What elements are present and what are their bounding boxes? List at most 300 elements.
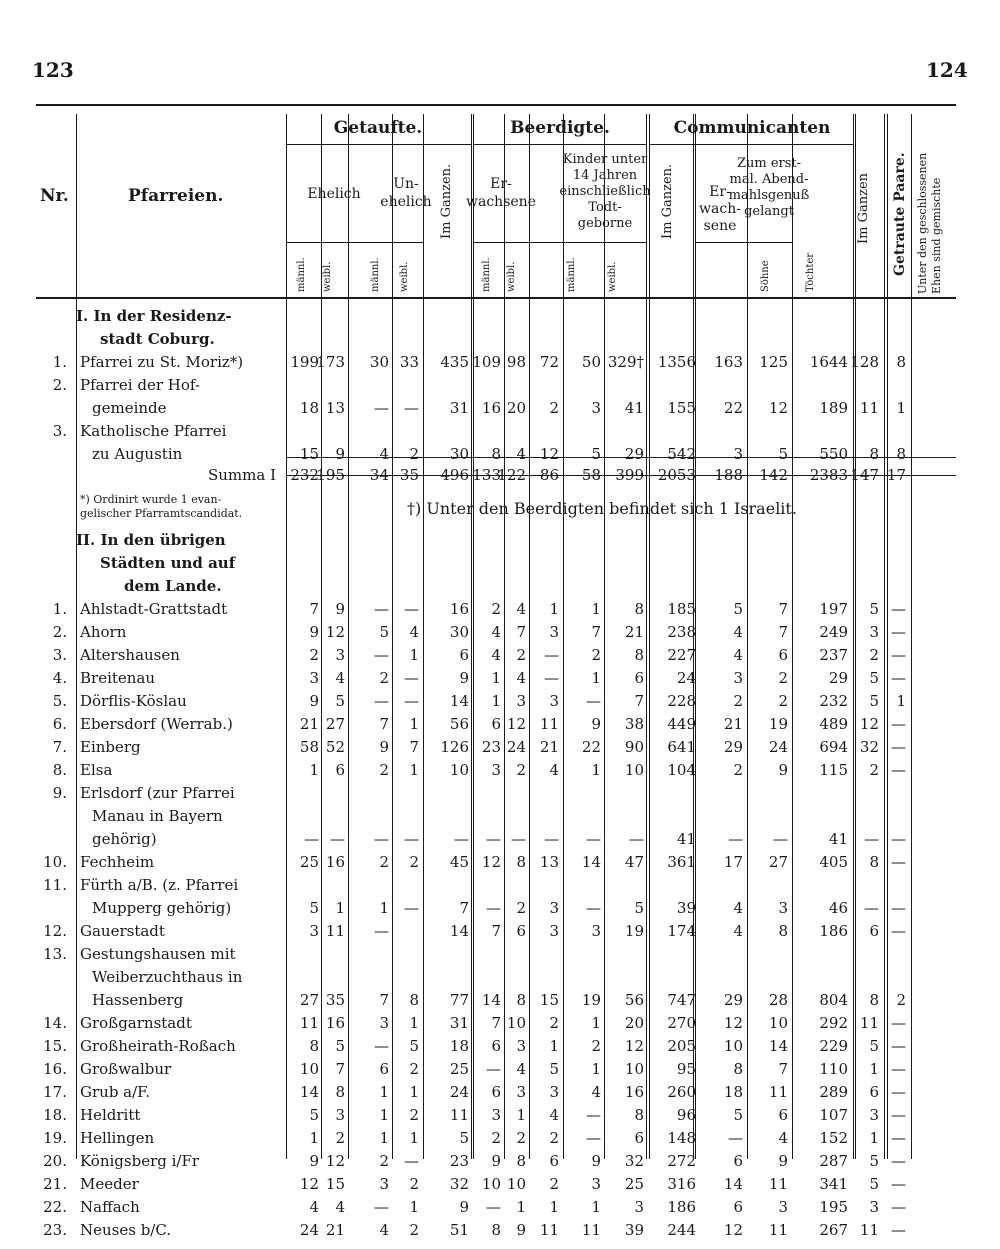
parish-name: Hassenberg [92, 991, 184, 1009]
subcolumn-header: weibl. [506, 261, 517, 292]
kinder-header: Todt- [588, 200, 622, 215]
table-cell: 7 [309, 600, 319, 618]
erwachsene-header: Er- [709, 184, 731, 200]
table-cell: 5 [869, 669, 879, 687]
table-cell: 45 [449, 853, 469, 871]
table-cell: 32 [449, 1175, 469, 1193]
parish-name: zu Augustin [92, 445, 183, 463]
table-cell: — [486, 1198, 501, 1216]
table-cell: 5 [869, 1037, 879, 1055]
table-cell: 5 [869, 1175, 879, 1193]
table-cell: 7 [459, 899, 469, 917]
table-cell: 2 [549, 1129, 559, 1147]
table-cell: 7 [591, 623, 601, 641]
parish-name: Elsa [80, 761, 113, 779]
parish-name: Neuses b/C. [80, 1221, 172, 1239]
table-cell: 58 [299, 738, 319, 756]
table-cell: — [891, 1198, 906, 1216]
gemischte-header: Unter den geschlossenen [916, 152, 929, 294]
table-cell: — [864, 830, 879, 848]
table-cell: 13 [325, 399, 345, 417]
table-cell: 29 [624, 445, 644, 463]
zum-ersten-header: Zum erst- [736, 156, 802, 171]
parish-name: Ahlstadt-Grattstadt [80, 600, 228, 618]
table-cell: 4 [549, 1106, 559, 1124]
table-cell: 2 [516, 761, 526, 779]
parish-name: Altershausen [80, 646, 180, 664]
table-cell: 16 [325, 853, 345, 871]
table-cell: 186 [819, 922, 848, 940]
table-cell: 21 [299, 715, 319, 733]
summa-cell: 2383 [809, 466, 848, 484]
table-cell: 3 [778, 1198, 788, 1216]
table-cell: 2 [491, 1129, 501, 1147]
table-cell: 14 [581, 853, 601, 871]
table-cell: 12 [481, 853, 501, 871]
subcolumn-header: männl. [481, 257, 492, 292]
table-cell: 195 [819, 1198, 848, 1216]
table-cell: 237 [819, 646, 848, 664]
table-cell: 8 [896, 445, 906, 463]
table-cell: 96 [676, 1106, 696, 1124]
table-cell: 11 [768, 1221, 788, 1239]
table-cell: 3 [549, 922, 559, 940]
table-cell: — [486, 899, 501, 917]
summa-cell: 232 [290, 466, 319, 484]
table-cell: 1644 [809, 353, 848, 371]
table-cell: 10 [506, 1014, 526, 1032]
table-cell: 1 [549, 600, 559, 618]
table-cell: 6 [733, 1152, 743, 1170]
table-cell: 197 [819, 600, 848, 618]
table-cell: 8 [634, 646, 644, 664]
table-cell: 6 [491, 1037, 501, 1055]
table-cell: 115 [819, 761, 848, 779]
table-cell: 18 [723, 1083, 743, 1101]
beerdigte-header: Beerdigte. [510, 118, 610, 138]
parish-name: Heldritt [80, 1106, 141, 1124]
table-cell: 1 [335, 899, 345, 917]
erwachsene-header: wachsene [466, 194, 536, 210]
table-cell: 14 [481, 991, 501, 1009]
table-cell: — [374, 1198, 389, 1216]
table-cell: 260 [667, 1083, 696, 1101]
table-cell: 104 [667, 761, 696, 779]
table-cell: 19 [581, 991, 601, 1009]
table-cell: — [891, 1152, 906, 1170]
table-cell: 30 [449, 445, 469, 463]
table-cell: — [404, 1152, 419, 1170]
table-cell: 28 [768, 991, 788, 1009]
table-cell: 15 [325, 1175, 345, 1193]
table-cell: 228 [667, 692, 696, 710]
table-cell: — [891, 853, 906, 871]
table-cell: 41 [624, 399, 644, 417]
table-cell: 8 [869, 445, 879, 463]
table-cell: 1 [379, 1106, 389, 1124]
kinder-header: einschließlich [559, 184, 651, 199]
table-cell: 9 [459, 669, 469, 687]
kinder-header: Kinder unter [562, 152, 648, 167]
table-cell: 5 [335, 692, 345, 710]
parish-name: Breitenau [80, 669, 156, 687]
table-cell: 33 [399, 353, 419, 371]
subcolumn-header: weibl. [322, 261, 333, 292]
row-number: 8. [52, 761, 67, 779]
table-cell: 24 [506, 738, 526, 756]
row-number: 18. [43, 1106, 67, 1124]
row-number: 17. [43, 1083, 67, 1101]
table-cell: 7 [491, 1014, 501, 1032]
parish-name: Mupperg gehörig) [92, 899, 232, 917]
table-cell: 18 [299, 399, 319, 417]
table-cell: 5 [409, 1037, 419, 1055]
table-cell: 1 [409, 1014, 419, 1032]
row-number: 15. [43, 1037, 67, 1055]
table-cell: 4 [379, 1221, 389, 1239]
table-cell: — [891, 1083, 906, 1101]
table-cell: 19 [768, 715, 788, 733]
column-rule [853, 114, 854, 1159]
table-cell: 2 [379, 761, 389, 779]
table-cell: 39 [676, 899, 696, 917]
column-rule [504, 114, 505, 1159]
table-cell: 1 [896, 399, 906, 417]
row-number: 13. [43, 945, 67, 963]
table-cell: 1 [549, 1037, 559, 1055]
table-cell: 2 [778, 692, 788, 710]
table-cell: 6 [549, 1152, 559, 1170]
table-cell: 3 [591, 399, 601, 417]
table-cell: 5 [869, 1152, 879, 1170]
table-cell: 7 [634, 692, 644, 710]
table-cell: 7 [379, 991, 389, 1009]
table-cell: 1 [409, 1198, 419, 1216]
table-cell: 95 [676, 1060, 696, 1078]
table-cell: 6 [491, 1083, 501, 1101]
table-cell: 4 [778, 1129, 788, 1147]
table-cell: — [891, 761, 906, 779]
table-cell: — [404, 399, 419, 417]
table-cell: 9 [309, 1152, 319, 1170]
table-cell: 405 [819, 853, 848, 871]
table-cell: 6 [634, 1129, 644, 1147]
table-cell: 17 [723, 853, 743, 871]
table-cell: 32 [624, 1152, 644, 1170]
table-cell: 542 [667, 445, 696, 463]
table-cell: 5 [591, 445, 601, 463]
table-cell: 4 [379, 445, 389, 463]
table-cell: 14 [449, 922, 469, 940]
table-cell: 3 [869, 1198, 879, 1216]
table-cell: 21 [539, 738, 559, 756]
table-cell: 20 [506, 399, 526, 417]
table-cell: — [891, 669, 906, 687]
column-rule [563, 114, 564, 1159]
table-cell: 4 [516, 600, 526, 618]
column-rule [646, 114, 647, 1159]
table-cell: 41 [676, 830, 696, 848]
row-number: 11. [43, 876, 67, 894]
table-cell: 238 [667, 623, 696, 641]
table-cell: 2 [869, 646, 879, 664]
im-ganzen-header: Im Ganzen. [439, 163, 454, 239]
table-cell: 47 [624, 853, 644, 871]
table-cell: — [374, 830, 389, 848]
table-cell: 50 [581, 353, 601, 371]
header-sub-rule [286, 242, 423, 243]
parish-name: Gestungshausen mit [80, 945, 236, 963]
column-rule [792, 114, 793, 1159]
table-cell: — [728, 830, 743, 848]
table-cell: 30 [449, 623, 469, 641]
header-sub-rule [286, 144, 471, 145]
table-cell: — [486, 1060, 501, 1078]
table-cell: 4 [733, 646, 743, 664]
table-cell: 316 [667, 1175, 696, 1193]
table-cell: 2 [549, 1014, 559, 1032]
column-rule [348, 114, 349, 1159]
table-cell: — [864, 899, 879, 917]
table-cell: 3 [778, 899, 788, 917]
table-cell: 8 [516, 853, 526, 871]
table-cell: — [891, 646, 906, 664]
table-cell: 8 [778, 922, 788, 940]
table-cell: 232 [819, 692, 848, 710]
getaufte-header: Getaufte. [333, 118, 423, 138]
table-cell: 3 [516, 692, 526, 710]
table-cell: — [374, 399, 389, 417]
footnote: gelischer Pfarramtscandidat. [80, 507, 243, 520]
summa-cell: 496 [440, 466, 469, 484]
table-cell: 4 [733, 623, 743, 641]
table-cell: 6 [778, 646, 788, 664]
table-cell: 8 [335, 1083, 345, 1101]
table-cell: 6 [733, 1198, 743, 1216]
table-cell: 3 [516, 1037, 526, 1055]
table-cell: 227 [667, 646, 696, 664]
parish-name: Hellingen [80, 1129, 155, 1147]
table-cell: 361 [667, 853, 696, 871]
table-cell: 2 [335, 1129, 345, 1147]
header-sub-rule [695, 242, 792, 243]
row-number: 16. [43, 1060, 67, 1078]
table-cell: 6 [335, 761, 345, 779]
table-cell: 6 [634, 669, 644, 687]
table-cell: 3 [379, 1175, 389, 1193]
summa-cell: 147 [850, 466, 879, 484]
table-cell: 185 [667, 600, 696, 618]
zum-ersten-header: gelangt [744, 204, 794, 219]
table-cell: 11 [768, 1083, 788, 1101]
table-cell: 1356 [657, 353, 696, 371]
table-cell: 4 [409, 623, 419, 641]
table-cell: 550 [819, 445, 848, 463]
table-cell: 29 [828, 669, 848, 687]
table-cell: 4 [335, 669, 345, 687]
table-cell: 4 [335, 1198, 345, 1216]
parish-name: Pfarrei zu St. Moriz*) [80, 353, 244, 371]
table-cell: 31 [449, 399, 469, 417]
kinder-header: 14 Jahren [572, 168, 638, 183]
table-cell: 32 [859, 738, 879, 756]
parish-name: Katholische Pfarrei [80, 422, 227, 440]
table-cell: 3 [335, 1106, 345, 1124]
table-cell: 72 [539, 353, 559, 371]
table-cell: 2 [379, 669, 389, 687]
parish-name: Ahorn [80, 623, 127, 641]
table-cell: — [586, 1106, 601, 1124]
table-cell: 10 [299, 1060, 319, 1078]
table-cell: 5 [778, 445, 788, 463]
column-rule [887, 114, 888, 1159]
table-cell: 11 [299, 1014, 319, 1032]
table-cell: — [544, 830, 559, 848]
summa-cell: 17 [886, 466, 906, 484]
table-cell: 173 [316, 353, 345, 371]
table-cell: 694 [819, 738, 848, 756]
table-cell: 8 [869, 991, 879, 1009]
table-cell: 8 [896, 353, 906, 371]
table-cell: — [330, 830, 345, 848]
table-cell: 14 [449, 692, 469, 710]
row-number: 5. [52, 692, 67, 710]
table-cell: 1 [591, 669, 601, 687]
table-cell: 3 [491, 1106, 501, 1124]
erwachsene-header: wach- [699, 201, 741, 217]
parish-name: Meeder [80, 1175, 139, 1193]
row-number: 9. [52, 784, 67, 802]
table-cell: 4 [733, 922, 743, 940]
table-cell: 2 [379, 1152, 389, 1170]
im-ganzen-header: Im Ganzen. [660, 163, 675, 239]
summa-cell: 122 [497, 466, 526, 484]
table-cell: 24 [676, 669, 696, 687]
table-cell: 3 [309, 669, 319, 687]
table-cell: 15 [299, 445, 319, 463]
table-cell: 12 [624, 1037, 644, 1055]
table-cell: — [404, 600, 419, 618]
table-cell: — [454, 830, 469, 848]
table-cell: 8 [516, 991, 526, 1009]
table-cell: 205 [667, 1037, 696, 1055]
communicanten-header: Communicanten [673, 118, 831, 138]
table-cell: — [629, 830, 644, 848]
table-cell: 6 [491, 715, 501, 733]
table-cell: 3 [491, 761, 501, 779]
table-cell: 6 [516, 922, 526, 940]
table-cell: 287 [819, 1152, 848, 1170]
table-cell: — [891, 715, 906, 733]
table-cell: — [374, 646, 389, 664]
table-cell: — [374, 1037, 389, 1055]
table-cell: 1 [409, 1129, 419, 1147]
table-cell: 16 [624, 1083, 644, 1101]
table-cell: 9 [778, 1152, 788, 1170]
table-cell: 51 [449, 1221, 469, 1239]
table-cell: 14 [723, 1175, 743, 1193]
table-cell: 189 [819, 399, 848, 417]
table-cell: 126 [440, 738, 469, 756]
table-cell: 2 [409, 1060, 419, 1078]
parish-name: gehörig) [92, 830, 157, 848]
table-cell: 1 [409, 761, 419, 779]
table-cell: 4 [516, 445, 526, 463]
table-cell: 5 [335, 1037, 345, 1055]
table-cell: 9 [591, 715, 601, 733]
table-cell: 27 [325, 715, 345, 733]
table-cell: 2 [549, 1175, 559, 1193]
table-cell: 16 [325, 1014, 345, 1032]
table-cell: — [891, 600, 906, 618]
table-cell: 4 [309, 1198, 319, 1216]
subcolumn-header: männl. [370, 257, 381, 292]
table-cell: 25 [299, 853, 319, 871]
statistics-table [36, 104, 956, 1239]
header-sub-rule [649, 144, 854, 145]
table-cell: 10 [624, 761, 644, 779]
parish-name: gemeinde [92, 399, 167, 417]
table-cell: 148 [667, 1129, 696, 1147]
column-rule [855, 114, 856, 1159]
table-cell: 1 [309, 761, 319, 779]
table-cell: — [586, 899, 601, 917]
parish-name: Manau in Bayern [92, 807, 223, 825]
table-cell: — [544, 646, 559, 664]
table-cell: 3 [549, 692, 559, 710]
table-cell: 11 [581, 1221, 601, 1239]
gemischte-header: Ehen sind gemischte [930, 177, 943, 294]
row-number: 3. [52, 422, 67, 440]
table-cell: 20 [624, 1014, 644, 1032]
table-cell: 3 [549, 623, 559, 641]
table-cell: 2 [516, 1129, 526, 1147]
summa-cell: 195 [316, 466, 345, 484]
table-cell: 341 [819, 1175, 848, 1193]
table-cell: 7 [778, 1060, 788, 1078]
table-cell: 5 [733, 1106, 743, 1124]
table-cell: 22 [723, 399, 743, 417]
table-cell: 8 [491, 1221, 501, 1239]
table-cell: 16 [449, 600, 469, 618]
table-cell: 19 [624, 922, 644, 940]
parish-name: Großheirath-Roßach [80, 1037, 236, 1055]
table-cell: 12 [859, 715, 879, 733]
table-cell: 14 [768, 1037, 788, 1055]
table-cell: 11 [325, 922, 345, 940]
table-cell: 3 [733, 445, 743, 463]
row-number: 14. [43, 1014, 67, 1032]
table-cell: 9 [778, 761, 788, 779]
table-cell: 2 [409, 445, 419, 463]
parish-name: Fürth a/B. (z. Pfarrei [80, 876, 239, 894]
table-cell: — [404, 692, 419, 710]
table-cell: 449 [667, 715, 696, 733]
table-cell: 52 [325, 738, 345, 756]
table-cell: 3 [549, 1083, 559, 1101]
table-cell: — [891, 1060, 906, 1078]
table-cell: 641 [667, 738, 696, 756]
table-cell: 435 [440, 353, 469, 371]
table-cell: 29 [723, 991, 743, 1009]
table-cell: 10 [481, 1175, 501, 1193]
table-cell: 9 [591, 1152, 601, 1170]
table-cell: 2 [409, 1221, 419, 1239]
table-cell: 1 [379, 1129, 389, 1147]
table-cell: 38 [624, 715, 644, 733]
table-cell: 7 [409, 738, 419, 756]
table-cell: 12 [539, 445, 559, 463]
